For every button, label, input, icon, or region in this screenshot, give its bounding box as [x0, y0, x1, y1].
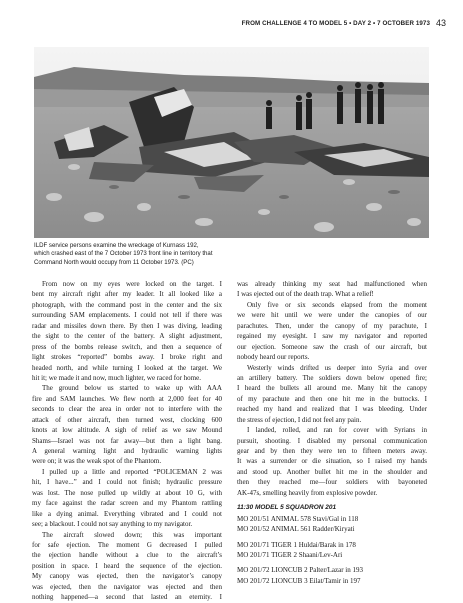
- sortie-entry: MO 201/72 LIONCUB 2 Palter/Lazar in 193: [237, 566, 363, 575]
- text-line: was ejected, then the navigator was ejected and then: [32, 582, 222, 591]
- text-line: reached my hand and realized that I was bleeding. Under: [237, 405, 427, 414]
- text-line: then they reached me—four soldiers with bayoneted: [237, 478, 427, 487]
- sortie-entry: MO 201/72 LIONCUB 3 Eilat/Tamir in 197: [237, 576, 361, 585]
- text-line: seconds to clear the area in order not to interfere with the: [32, 405, 222, 414]
- caption-line: which crashed east of the 7 October 1973 front line in territory that: [34, 250, 213, 258]
- text-line: nobody heard our reports.: [237, 353, 310, 362]
- text-line: we were hit until we were under the canopies of our: [237, 311, 427, 320]
- text-line: fire and SAM launches. We flew north at 2,000 feet for 40: [32, 394, 222, 403]
- text-line: radar and missiles down there. By then I was diving, leading: [32, 321, 222, 330]
- text-line: the sight to the center of the battery. A slight adjustment,: [32, 332, 222, 341]
- text-line: bent my aircraft right after my leader. It all looked like a: [32, 290, 222, 299]
- sortie-entry: MO 201/52 ANIMAL 561 Radder/Kiryati: [237, 525, 355, 534]
- text-line: pursuit, shooting. I disabled my personal communication: [237, 436, 427, 445]
- text-line: headed north, and while turning I looked at the target. We: [32, 363, 222, 372]
- text-line: regained my eyesight. I saw my navigator and reported: [237, 332, 427, 341]
- text-line: my face against the radar screen and my Phantom rattling: [32, 499, 222, 508]
- sortie-entry: MO 201/71 TIGER 1 Huldai/Barak in 178: [237, 540, 356, 549]
- text-line: position in space. I heard the sequence of the ejection.: [32, 561, 222, 570]
- text-line: I pulled up a little and reported “POLICEMAN 2 was: [42, 467, 222, 476]
- text-line: Westerly winds drifted us deeper into Syria and over: [247, 363, 427, 372]
- text-line: I heard the bullets all around me. Many hit the canopy: [237, 384, 427, 393]
- squadron-heading: 11:30 MODEL 5 SQUADRON 201: [237, 504, 337, 512]
- text-line: an artillery battery. The soldiers down below opened fire;: [237, 373, 427, 382]
- text-line: hit, I have...” and I could not finish; hydraulic pressure: [32, 478, 222, 487]
- right-text-column: [237, 279, 427, 586]
- text-line: knots at low altitude. A sigh of relief as we saw Mound: [32, 426, 222, 435]
- page-number: 43: [436, 18, 447, 28]
- text-line: The ground below us started to wake up with AAA: [42, 384, 222, 393]
- text-line: From now on my eyes were locked on the target. I: [42, 280, 222, 288]
- text-line: AK-47s, smelling heavily from explosive powder.: [237, 488, 378, 497]
- running-head: FROM CHALLENGE 4 TO MODEL 5 • DAY 2 • 7 OCTOBER 1973: [241, 20, 430, 27]
- text-line: hit it; we made it and now, much lighter, we raced for home.: [32, 373, 201, 382]
- text-line: the stress of ejection, I did not feel any pain.: [237, 415, 362, 424]
- photo-caption: [34, 242, 429, 267]
- left-text-column: [32, 279, 222, 603]
- text-line: for safe ejection. The moment G decreased I pulled: [32, 540, 222, 549]
- text-line: The aircraft slowed down; this was important: [42, 530, 222, 539]
- text-line: press of the bombs release switch, and then a sequence of: [32, 342, 222, 351]
- text-line: and stood up. Another bullet hit me in the shoulder and: [237, 467, 427, 476]
- text-line: Shams—Israel was not far away—but then a light bang.: [32, 436, 222, 445]
- text-line: see; a blackout. I could not say anything to my navigator.: [32, 520, 193, 529]
- text-line: the ejection handle without a clue to the aircraft’s: [32, 551, 222, 560]
- text-line: My canopy was ejected, then the navigator’s canopy: [32, 572, 222, 581]
- text-line: of my parachute and then one hit me in the buttocks. I: [237, 394, 427, 403]
- text-line: our ejection. Someone saw the crash of our aircraft, but: [237, 342, 427, 351]
- text-line: I was ejected out of the death trap. What a relief!: [237, 290, 374, 299]
- text-line: was already thinking my seat had malfunctioned when: [237, 280, 427, 288]
- sortie-entry: MO 201/71 TIGER 2 Shaani/Lev-Ari: [237, 550, 343, 559]
- text-line: A general warning light and hydraulic warning lights: [32, 447, 222, 455]
- text-line: surrounding SAM emplacements. I could not tell if there was: [32, 311, 222, 320]
- text-line: photograph, with the command post in the center and the six: [32, 300, 222, 309]
- text-line: nothing happened—a second that lasted an eternity. I: [32, 593, 222, 602]
- text-line: light strokes “reported” bombs away. I broke right and: [32, 353, 222, 362]
- sortie-entry: MO 201/51 ANIMAL 578 Stavi/Gal in 118: [237, 514, 359, 523]
- text-line: It was a surrender or die situation, so I raised my hands: [237, 457, 427, 466]
- text-line: was lost. The nose pulled up wildly at about 10 G, with: [32, 488, 222, 497]
- caption-line: Command North would occupy from 11 October 1973. (PC): [34, 258, 194, 266]
- text-line: attack of other aircraft, then turned west, clocking 600: [32, 415, 222, 424]
- text-line: Only five or six seconds elapsed from the moment: [247, 300, 427, 309]
- text-line: were on; it was the weak spot of the Phantom.: [32, 457, 162, 466]
- text-line: I landed, rolled, and ran for cover with Syrians in: [247, 426, 427, 435]
- text-line: parachutes. Then, under the canopy of my parachute, I: [237, 321, 427, 330]
- caption-line: ILDF service persons examine the wreckage of Kurnass 192,: [34, 242, 199, 249]
- text-line: gear and by then they were ten to fifteen meters away.: [237, 447, 427, 455]
- photograph-wreckage-icon: [34, 47, 429, 238]
- wreckage-photo: [34, 47, 429, 238]
- text-line: like a dying animal. Everything vibrated and I could not: [32, 509, 222, 518]
